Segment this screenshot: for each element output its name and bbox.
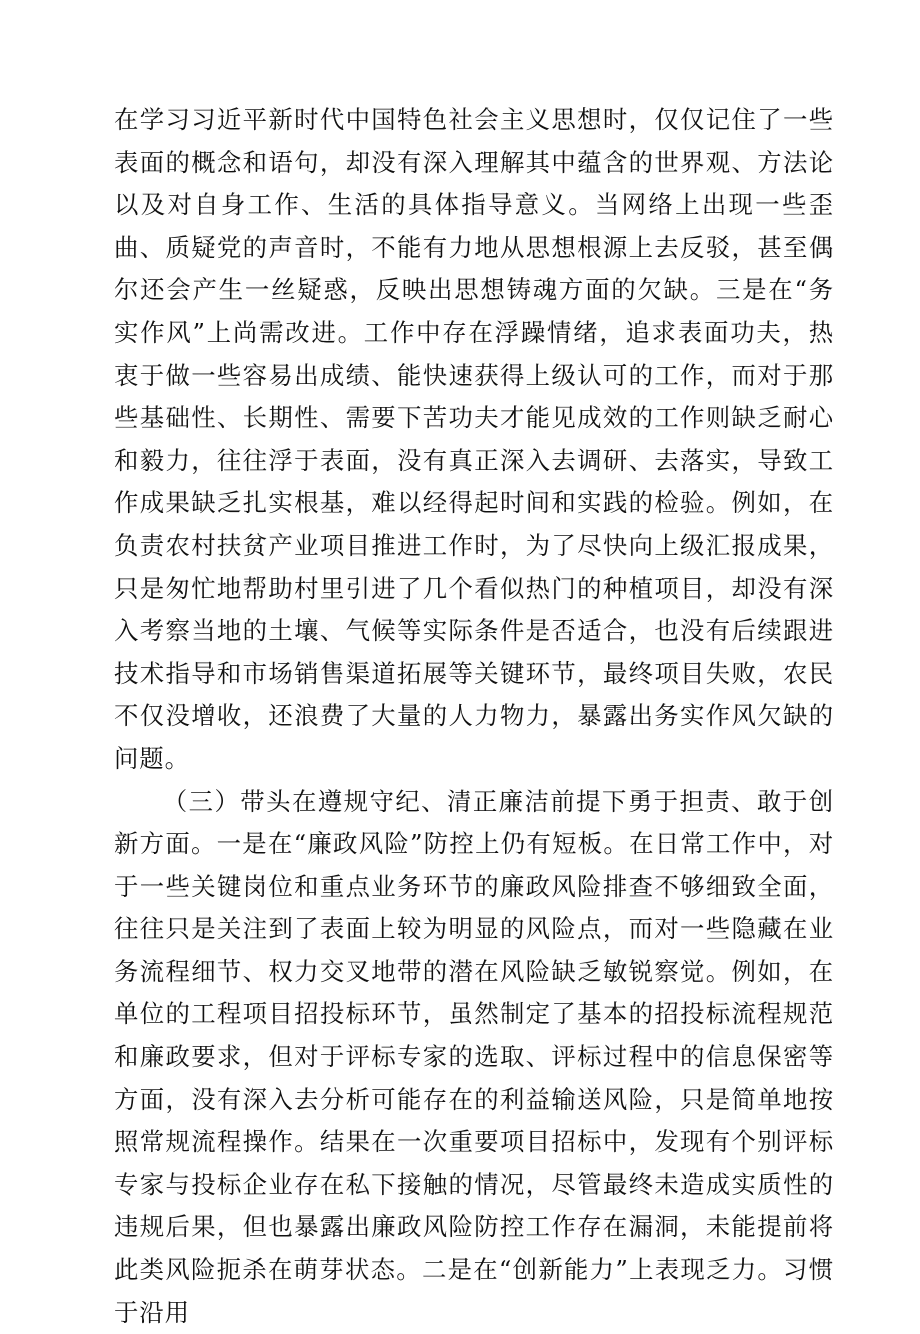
paragraph-section-three: （三）带头在遵规守纪、清正廉洁前提下勇于担责、敢于创新方面。一是在“廉政风险”防控上仍有短板。在日常工作中，对于一些关键岗位和重点业务环节的廉政风险排查不够细致全面，往往只是关注到了表面上较为明显的风险点，而对一些隐藏在业务流程细节、权力交叉地带的潜在风险缺乏敏锐察觉。例如，在单位的工程项目招投标环节，虽然制定了基本的招投标流程规范和廉政要求，但对于评标专家的选取、评标过程中的信息保密等方面，没有深入去分析可能存在的利益输送风险，只是简单地按照常规流程操作。结果在一次重要项目招标中，发现有个别评标专家与投标企业存在私下接触的情况，尽管最终未造成实质性的违规后果，但也暴露出廉政风险防控工作存在漏洞，未能提前将此类风险扼杀在萌芽状态。二是在“创新能力”上表现乏力。习惯于沿用	[114, 781, 834, 1334]
document-body	[114, 99, 834, 1334]
paragraph-continued: 在学习习近平新时代中国特色社会主义思想时，仅仅记住了一些表面的概念和语句，却没有深入理解其中蕴含的世界观、方法论以及对自身工作、生活的具体指导意义。当网络上出现一些歪曲、质疑党的声音时，不能有力地从思想根源上去反驳，甚至偶尔还会产生一丝疑惑，反映出思想铸魂方面的欠缺。三是在“务实作风”上尚需改进。工作中存在浮躁情绪，追求表面功夫，热衷于做一些容易出成绩、能快速获得上级认可的工作，而对于那些基础性、长期性、需要下苦功夫才能见成效的工作则缺乏耐心和毅力，往往浮于表面，没有真正深入去调研、去落实，导致工作成果缺乏扎实根基，难以经得起时间和实践的检验。例如，在负责农村扶贫产业项目推进工作时，为了尽快向上级汇报成果，只是匆忙地帮助村里引进了几个看似热门的种植项目，却没有深入考察当地的土壤、气候等实际条件是否适合，也没有后续跟进技术指导和市场销售渠道拓展等关键环节，最终项目失败，农民不仅没增收，还浪费了大量的人力物力，暴露出务实作风欠缺的问题。	[114, 99, 834, 781]
